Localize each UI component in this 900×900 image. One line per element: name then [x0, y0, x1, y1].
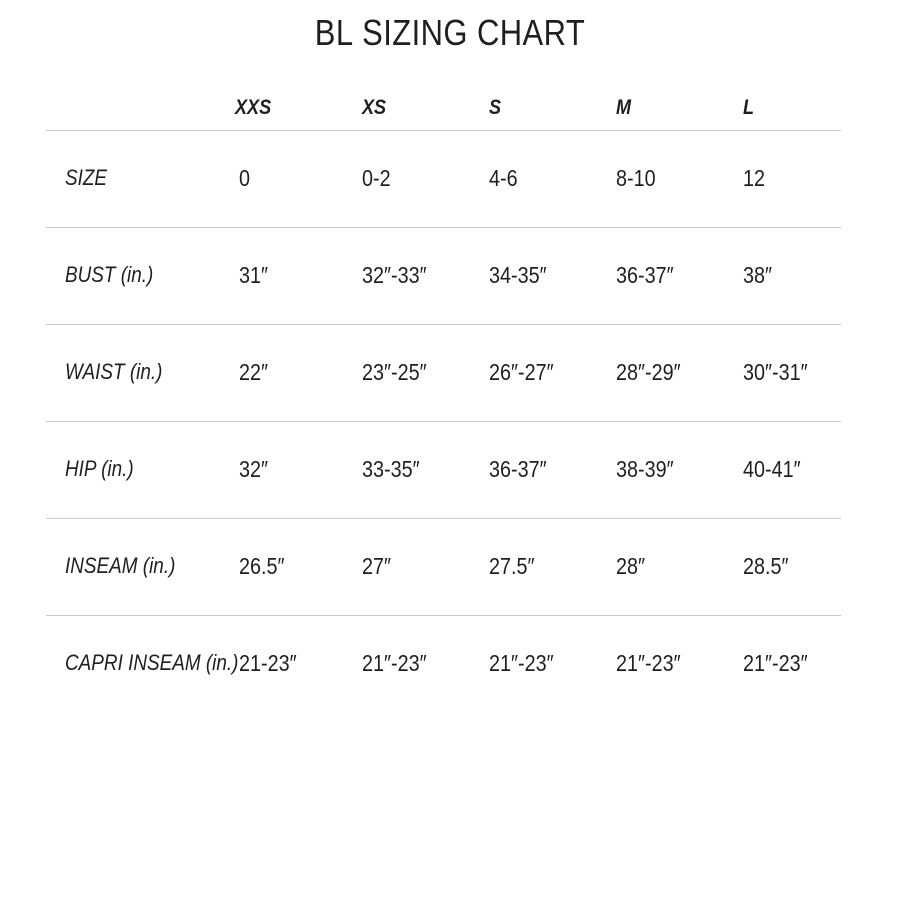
table-cell: 21″-23″: [362, 650, 427, 676]
title-text: SIZING CHART: [362, 12, 586, 53]
table-cell: 28″-29″: [616, 359, 681, 385]
table-cell: 22″: [239, 359, 269, 385]
sizing-table: [46, 82, 841, 712]
row-label: HIP (in.): [65, 456, 134, 481]
table-cell: 21″-23″: [616, 650, 681, 676]
table-cell: 27.5″: [489, 553, 535, 579]
size-header-m: M: [616, 96, 632, 119]
table-row-bust: [46, 228, 841, 325]
brand-label: BL: [314, 12, 354, 53]
size-header-xxs: XXS: [235, 96, 272, 119]
table-cell: 21-23″: [239, 650, 297, 676]
table-cell: 32″-33″: [362, 262, 427, 288]
table-cell: 27″: [362, 553, 392, 579]
table-cell: 8-10: [616, 165, 656, 191]
table-cell: 28″: [616, 553, 646, 579]
table-cell: 38-39″: [616, 456, 674, 482]
size-header-xs: XS: [362, 96, 387, 119]
table-cell: 38″: [743, 262, 773, 288]
row-label: INSEAM (in.): [65, 553, 176, 578]
table-cell: 21″-23″: [489, 650, 554, 676]
table-cell: 40-41″: [743, 456, 801, 482]
table-cell: 21″-23″: [743, 650, 808, 676]
size-header-row: [46, 82, 841, 131]
table-row-size: [46, 131, 841, 228]
table-cell: 31″: [239, 262, 269, 288]
chart-title: [63, 12, 837, 54]
table-cell: 36-37″: [489, 456, 547, 482]
table-cell: 32″: [239, 456, 269, 482]
table-row-capri-inseam: [46, 616, 841, 712]
table-cell: 12: [743, 165, 766, 191]
table-row-waist: [46, 325, 841, 422]
table-row-hip: [46, 422, 841, 519]
table-cell: 23″-25″: [362, 359, 427, 385]
row-label: BUST (in.): [65, 262, 154, 287]
row-label: CAPRI INSEAM (in.): [65, 650, 239, 675]
table-cell: 26.5″: [239, 553, 285, 579]
table-row-inseam: [46, 519, 841, 616]
table-cell: 34-35″: [489, 262, 547, 288]
table-cell: 36-37″: [616, 262, 674, 288]
size-header-l: L: [743, 96, 755, 119]
table-cell: 26″-27″: [489, 359, 554, 385]
row-label: SIZE: [65, 165, 108, 190]
table-cell: 30″-31″: [743, 359, 808, 385]
size-header-s: S: [489, 96, 502, 119]
table-cell: 33-35″: [362, 456, 420, 482]
table-cell: 0: [239, 165, 251, 191]
table-cell: 28.5″: [743, 553, 789, 579]
table-cell: 4-6: [489, 165, 518, 191]
row-label: WAIST (in.): [65, 359, 163, 384]
table-cell: 0-2: [362, 165, 391, 191]
